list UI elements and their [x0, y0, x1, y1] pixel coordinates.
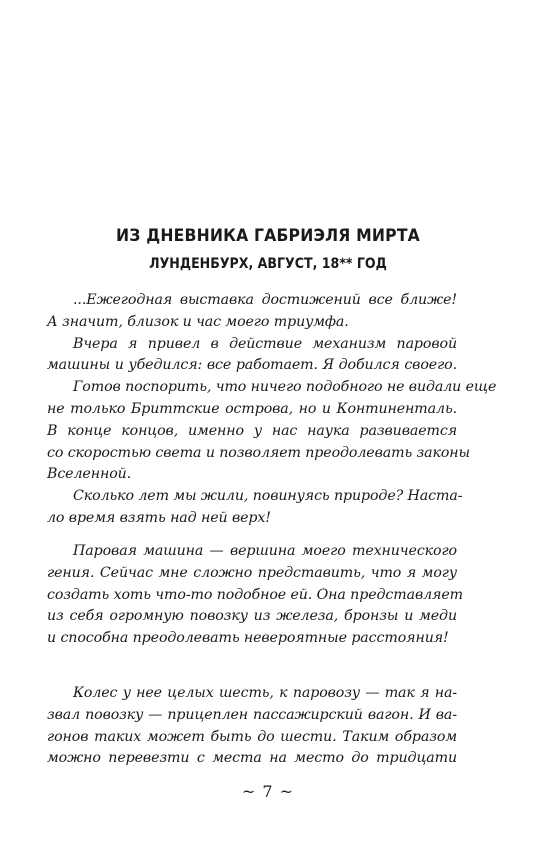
text-line: со скоростью света и позволяет преодолевать законы	[47, 444, 471, 461]
text-line: и способна преодолевать невероятные расстояния!	[47, 630, 449, 647]
diary-paragraph-2	[47, 541, 463, 650]
text-line: ...Ежегодная выставка достижений все ближе!	[73, 292, 457, 308]
text-line: Вселенной.	[47, 466, 132, 483]
text-line: В конце концов, именно у нас наука развивается	[47, 422, 457, 439]
text-line: из себя огромную повозку из железа, бронзы и меди	[47, 608, 457, 625]
chapter-title: ИЗ ДНЕВНИКА ГАБРИЭЛЯ МИРТА	[116, 226, 420, 246]
diary-paragraph-1	[47, 290, 497, 530]
text-line: звал повозку — прицеплен пассажирский вагон. И ва-	[47, 706, 457, 723]
text-line: гения. Сейчас мне сложно представить, что я могу	[47, 564, 457, 581]
text-line: Колес у нее целых шесть, к паровозу — так я на-	[73, 685, 457, 701]
text-line: Паровая машина — вершина моего технического	[73, 543, 457, 559]
text-line: можно перевезти с места на место до тридцати	[47, 750, 457, 767]
text-line: Готов поспорить, что ничего подобного не видали еще	[73, 379, 497, 396]
page-number: ~ 7 ~	[241, 782, 295, 801]
text-line: ло время взять над ней верх!	[47, 509, 271, 526]
text-line: гонов таких может быть до шести. Таким образом	[47, 728, 457, 745]
text-line: не только Бриттские острова, но и Континенталь.	[47, 400, 457, 417]
text-line: Вчера я привел в действие механизм паровой	[73, 335, 457, 352]
diary-paragraph-3	[47, 683, 457, 770]
chapter-subtitle: ЛУНДЕНБУРХ, АВГУСТ, 18** ГОД	[149, 256, 387, 272]
text-line: А значит, близок и час моего триумфа.	[47, 313, 349, 330]
text-line: машины и убедился: все работает. Я добился своего.	[47, 357, 457, 374]
text-line: создать хоть что-то подобное ей. Она представляет	[47, 586, 463, 603]
text-line: Сколько лет мы жили, повинуясь природе? Наста-	[73, 488, 463, 505]
